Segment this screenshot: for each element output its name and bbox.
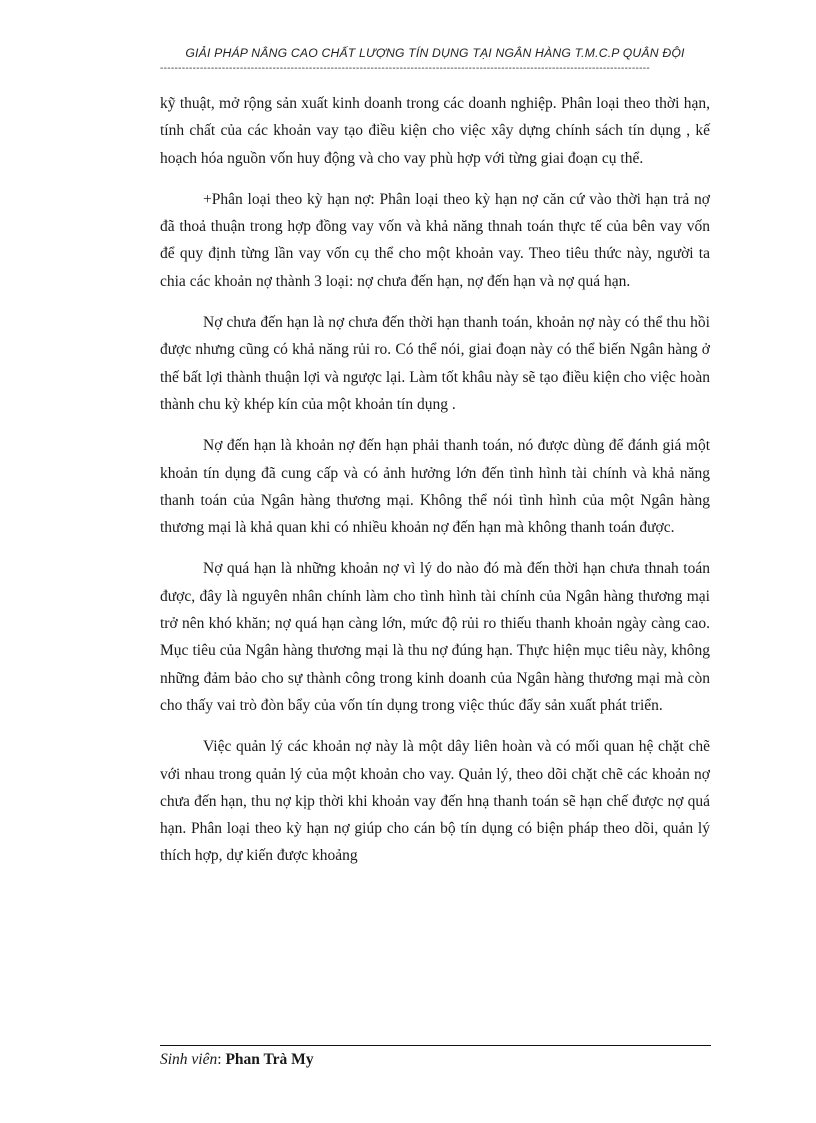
paragraph-5: Nợ quá hạn là những khoản nợ vì lý do nào đó mà đến thời hạn chưa thnah toán được, đây là nguyên nhân chính làm cho tình hình tài chính của Ngân hàng thương mại trở nên khó khăn; nợ quá hạn càng lớn, mức độ rủi ro thiếu thanh khoản ngày càng cao. Mục tiêu của Ngân hàng thương mại là thu nợ đúng hạn. Thực hiện mục tiêu này, không những đảm bảo cho sự thành công trong kinh doanh của Ngân hàng thương mại mà còn cho thấy vai trò đòn bẩy của vốn tín dụng trong việc thúc đẩy sản xuất phát triển.	[160, 560, 710, 714]
paragraph-4: Nợ đến hạn là khoản nợ đến hạn phải thanh toán, nó được dùng để đánh giá một khoản tín dụng đã cung cấp và có ảnh hưởng lớn đến tình hình tài chính và khả năng thanh toán của Ngân hàng thương mại. Không thể nói tình hình của một Ngân hàng thương mại là khả quan khi có nhiều khoản nợ đến hạn mà không thanh toán được.	[160, 437, 710, 537]
footer-rule	[160, 1045, 711, 1046]
paragraph-6: Việc quản lý các khoản nợ này là một dây liên hoàn và có mối quan hệ chặt chẽ với nhau trong quản lý của một khoản cho vay. Quản lý, theo dõi chặt chẽ các khoản nợ chưa đến hạn, thu nợ kịp thời khi khoản vay đến hnạ thanh toán sẽ hạn chế được nợ quá hạn. Phân loại theo kỳ hạn nợ giúp cho cán bộ tín dụng có biện pháp theo dõi, quản lý thích hợp, dự kiến được khoảng	[160, 738, 710, 865]
paragraph-2: +Phân loại theo kỳ hạn nợ: Phân loại theo kỳ hạn nợ căn cứ vào thời hạn trả nợ đã thoả thuận trong hợp đồng vay vốn và khả năng thnah toán thực tế của bên vay vốn để quy định từng lần vay vốn cụ thể cho một khoản vay. Theo tiêu thức này, người ta chia các khoản nợ thành 3 loại: nợ chưa đến hạn, nợ đến hạn và nợ quá hạn.	[160, 190, 710, 290]
paragraph-3: Nợ chưa đến hạn là nợ chưa đến thời hạn thanh toán, khoản nợ này có thể thu hồi được nhưng cũng có khả năng rủi ro. Có thể nói, giai đoạn này có thể biến Ngân hàng ở thế bất lợi thành thuận lợi và ngược lại. Làm tốt khâu này sẽ tạo điều kiện cho việc hoàn thành chu kỳ khép kín của một khoản tín dụng .	[160, 314, 710, 413]
footer	[160, 1051, 314, 1069]
running-header: GIẢI PHÁP NÂNG CAO CHẤT LƯỢNG TÍN DỤNG TẠI NGÂN HÀNG T.M.C.P QUÂN ĐỘI	[185, 46, 685, 60]
header-dashed-rule: ---------------------------------------------------------------------------------------------------------------------------------------	[160, 64, 651, 74]
footer-separator: :	[217, 1051, 226, 1068]
body-text	[160, 90, 710, 884]
paragraph-1: kỹ thuật, mở rộng sản xuất kinh doanh trong các doanh nghiệp. Phân loại theo thời hạn, tính chất của các khoản vay tạo điều kiện cho việc xây dựng chính sách tín dụng , kế hoạch hóa nguồn vốn huy động và cho vay phù hợp với từng giai đoạn cụ thể.	[160, 95, 710, 167]
student-name: Phan Trà My	[225, 1051, 314, 1068]
footer-label: Sinh viên	[160, 1051, 218, 1068]
